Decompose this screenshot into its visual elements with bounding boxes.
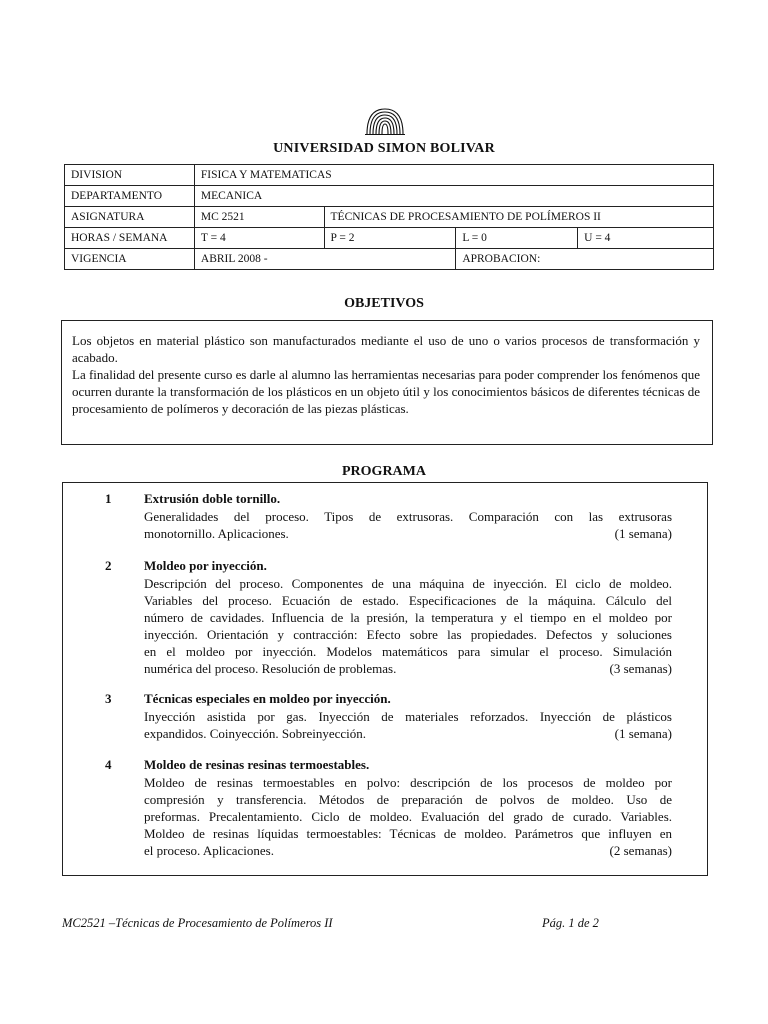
footer-course: MC2521 –Técnicas de Procesamiento de Polímeros II: [62, 916, 333, 930]
vigencia-value: ABRIL 2008 -: [194, 249, 455, 270]
item-last-line-row: [144, 525, 672, 542]
asignatura-name: TÉCNICAS DE PROCESAMIENTO DE POLÍMEROS II: [324, 207, 713, 228]
objetivos-paragraph-1: Los objetos en material plástico son manufacturados mediante el uso de uno o varios procesos de transformación y acabado.: [72, 333, 700, 365]
item-last-line-row: [144, 660, 672, 677]
horas-p: P = 2: [324, 228, 456, 249]
item-last-line-row: [144, 725, 672, 742]
horas-l: L = 0: [456, 228, 578, 249]
item-line: en el moldeo por inyección. Modelos matemáticos para simular el proceso. Simulación: [144, 644, 672, 659]
item-number: 3: [105, 691, 112, 706]
departamento-value: MECANICA: [194, 186, 713, 207]
university-name: UNIVERSIDAD SIMON BOLIVAR: [273, 141, 495, 156]
item-line: Variables del proceso. Ecuación de estado. Especificaciones de la máquina. Cálculo del: [144, 593, 672, 608]
item-body: [144, 575, 672, 677]
table-row: [65, 228, 714, 249]
usb-logo-icon: [364, 106, 406, 138]
item-duration: (2 semanas): [609, 843, 672, 858]
vigencia-label: VIGENCIA: [65, 249, 195, 270]
item-title: Moldeo de resinas resinas termoestables.: [144, 757, 370, 772]
objetivos-paragraph-2: La finalidad del presente curso es darle al alumno las herramientas necesarias para poder comprender los fenómenos que ocurren durante la transformación de los plásticos en un objeto útil y los conocimientos básicos de diferentes técnicas de procesamiento de polímeros y decoración de las piezas plásticas.: [72, 367, 700, 416]
table-row: [65, 207, 714, 228]
item-duration: (1 semana): [614, 526, 672, 541]
item-title: Moldeo por inyección.: [144, 558, 267, 573]
programa-box: [62, 482, 708, 876]
division-value: FISICA Y MATEMATICAS: [194, 165, 713, 186]
item-body: [144, 774, 672, 859]
objetivos-box: [61, 320, 713, 445]
item-last-line: monotornillo. Aplicaciones.: [144, 526, 289, 541]
item-body: [144, 708, 672, 742]
horas-label: HORAS / SEMANA: [65, 228, 195, 249]
item-line: inyección. Orientación y contracción: Efecto sobre las propiedades. Defectos y soluciones: [144, 627, 672, 642]
aprobacion-label: APROBACION:: [456, 249, 714, 270]
asignatura-code: MC 2521: [194, 207, 324, 228]
item-duration: (1 semana): [614, 726, 672, 741]
item-line: Generalidades del proceso. Tipos de extrusoras. Comparación con las extrusoras: [144, 509, 672, 524]
item-line: Descripción del proceso. Componentes de una máquina de inyección. El ciclo de moldeo.: [144, 576, 672, 591]
item-number: 1: [105, 491, 112, 506]
item-number: 2: [105, 558, 112, 573]
item-body: [144, 508, 672, 542]
item-last-line: expandidos. Coinyección. Sobreinyección.: [144, 726, 367, 741]
table-row: [65, 165, 714, 186]
item-title: Extrusión doble tornillo.: [144, 491, 281, 506]
horas-t: T = 4: [194, 228, 324, 249]
item-line: Moldeo de resinas termoestables en polvo: descripción de los procesos de moldeo por: [144, 775, 672, 790]
item-line: compresión y transferencia. Métodos de preparación de polvos de moldeo. Uso de: [144, 792, 672, 807]
asignatura-label: ASIGNATURA: [65, 207, 195, 228]
table-row: [65, 186, 714, 207]
course-info-table: [64, 164, 714, 270]
item-line: número de cavidades. Influencia de la presión, la temperatura y el tiempo en el moldeo por: [144, 610, 672, 625]
programa-heading: PROGRAMA: [342, 464, 426, 479]
item-title: Técnicas especiales en moldeo por inyección.: [144, 691, 391, 706]
item-duration: (3 semanas): [609, 661, 672, 676]
division-label: DIVISION: [65, 165, 195, 186]
item-last-line: numérica del proceso. Resolución de problemas.: [144, 661, 397, 676]
footer-page-number: Pág. 1 de 2: [542, 916, 599, 930]
item-number: 4: [105, 757, 112, 772]
objetivos-heading: OBJETIVOS: [344, 296, 424, 311]
item-last-line-row: [144, 842, 672, 859]
item-line: preformas. Precalentamiento. Ciclo de moldeo. Evaluación del grado de curado. Variables.: [144, 809, 672, 824]
table-row: [65, 249, 714, 270]
horas-u: U = 4: [578, 228, 714, 249]
item-line: Moldeo de resinas líquidas termoestables: Técnicas de moldeo. Parámetros que influyen en: [144, 826, 672, 841]
item-line: Inyección asistida por gas. Inyección de materiales reforzados. Inyección de plásticos: [144, 709, 672, 724]
item-last-line: el proceso. Aplicaciones.: [144, 843, 274, 858]
departamento-label: DEPARTAMENTO: [65, 186, 195, 207]
